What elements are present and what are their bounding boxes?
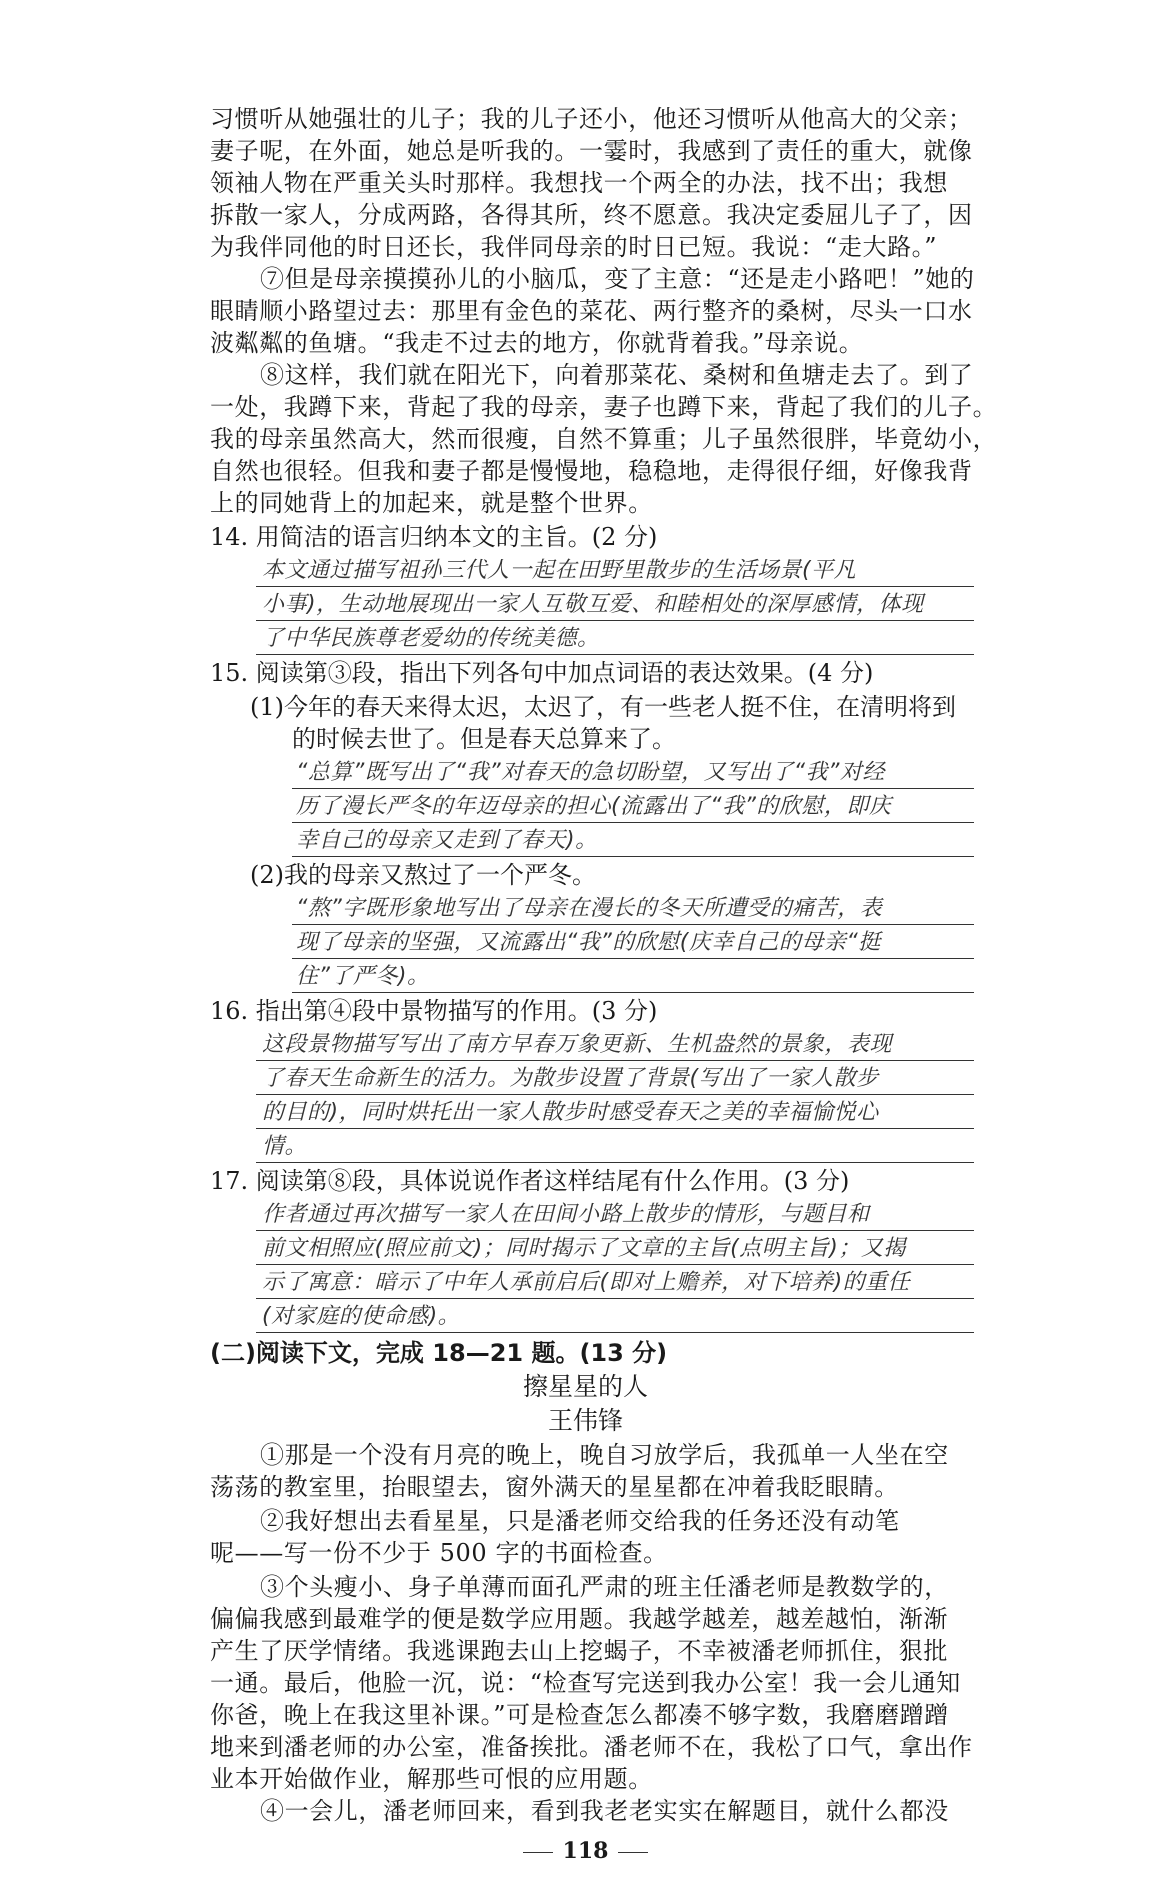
answer-line: 示了寓意：暗示了中年人承前启后(即对上赡养，对下培养)的重任 (262, 1270, 911, 1295)
story-line: 呢——写一份不少于 500 字的书面检查。 (210, 1539, 668, 1567)
answer-rule (256, 1094, 974, 1095)
answer-line: 住”了严冬)。 (296, 964, 430, 989)
story-line: 一通。最后，他脸一沉，说：“检查写完送到我办公室！我一会儿通知 (210, 1669, 961, 1697)
answer-line: 情。 (262, 1134, 308, 1159)
story-line: ②我好想出去看星星，只是潘老师交给我的任务还没有动笔 (260, 1507, 900, 1535)
story-line: 产生了厌学情绪。我逃课跑去山上挖蝎子，不幸被潘老师抓住，狠批 (210, 1637, 948, 1665)
story-line: 偏偏我感到最难学的便是数学应用题。我越学越差，越差越怕，渐渐 (210, 1605, 948, 1633)
answer-line: 的目的)，同时烘托出一家人散步时感受春天之美的幸福愉悦心 (262, 1100, 879, 1125)
page-number (0, 1838, 1171, 1864)
answer-line: “总算”既写出了“我”对春天的急切盼望，又写出了“我”对经 (296, 760, 885, 785)
story-title: 擦星星的人 (522, 1372, 648, 1401)
passage-line: 波粼粼的鱼塘。“我走不过去的地方，你就背着我。”母亲说。 (210, 329, 864, 357)
passage-line: 拆散一家人，分成两路，各得其所，终不愿意。我决定委屈儿子了，因 (210, 201, 973, 229)
answer-line: 现了母亲的坚强，又流露出“我”的欣慰(庆幸自己的母亲“挺 (296, 930, 881, 955)
answer-rule (256, 1162, 974, 1163)
section-heading: (二)阅读下文，完成 18—21 题。(13 分) (210, 1339, 668, 1367)
answer-rule (256, 620, 974, 621)
story-line: ④一会儿，潘老师回来，看到我老老实实在解题目，就什么都没 (260, 1797, 949, 1825)
passage-line: 眼睛顺小路望过去：那里有金色的菜花、两行整齐的桑树，尽头一口水 (210, 297, 973, 325)
passage-line: ⑧这样，我们就在阳光下，向着那菜花、桑树和鱼塘走去了。到了 (260, 361, 974, 389)
passage-line: 自然也很轻。但我和妻子都是慢慢地，稳稳地，走得很仔细，好像我背 (210, 457, 973, 485)
question-14: 14. 用简洁的语言归纳本文的主旨。(2 分) (210, 523, 658, 551)
page-number-dash (523, 1852, 553, 1853)
question-16: 16. 指出第④段中景物描写的作用。(3 分) (210, 997, 658, 1025)
answer-rule (292, 788, 974, 789)
passage-line: 我的母亲虽然高大，然而很瘦，自然不算重；儿子虽然很胖，毕竟幼小， (210, 425, 998, 453)
answer-rule (292, 924, 974, 925)
answer-rule (256, 1264, 974, 1265)
story-line: 地来到潘老师的办公室，准备挨批。潘老师不在，我松了口气，拿出作 (210, 1733, 973, 1761)
passage-line: 习惯听从她强壮的儿子；我的儿子还小，他还习惯听从他高大的父亲； (210, 105, 973, 133)
story-author: 王伟锋 (547, 1406, 623, 1435)
story-line: ③个头瘦小、身子单薄而面孔严肃的班主任潘老师是教数学的， (260, 1573, 949, 1601)
answer-line: 这段景物描写写出了南方早春万象更新、生机盎然的景象，表现 (262, 1032, 893, 1057)
answer-rule (256, 1230, 974, 1231)
page-number-dash (618, 1852, 648, 1853)
question-15-sub2: (2)我的母亲又熬过了一个严冬。 (250, 861, 596, 889)
question-15-sub1: 的时候去世了。但是春天总算来了。 (292, 725, 676, 753)
answer-rule (256, 1298, 974, 1299)
question-15: 15. 阅读第③段，指出下列各句中加点词语的表达效果。(4 分) (210, 659, 874, 687)
answer-line: 前文相照应(照应前文)；同时揭示了文章的主旨(点明主旨)；又揭 (262, 1236, 906, 1261)
answer-line: 了中华民族尊老爱幼的传统美德。 (262, 626, 600, 651)
page-number-text: 118 (562, 1838, 609, 1864)
question-15-sub1: (1)今年的春天来得太迟，太迟了，有一些老人挺不住，在清明将到 (250, 693, 956, 721)
answer-rule (256, 586, 974, 587)
story-line: 业本开始做作业，解那些可恨的应用题。 (210, 1765, 653, 1793)
question-17: 17. 阅读第⑧段，具体说说作者这样结尾有什么作用。(3 分) (210, 1167, 850, 1195)
answer-rule (256, 654, 974, 655)
answer-line: 作者通过再次描写一家人在田间小路上散步的情形，与题目和 (262, 1202, 870, 1227)
passage-line: ⑦但是母亲摸摸孙儿的小脑瓜，变了主意：“还是走小路吧！”她的 (260, 265, 975, 293)
passage-line: 妻子呢，在外面，她总是听我的。一霎时，我感到了责任的重大，就像 (210, 137, 973, 165)
answer-line: 小事)，生动地展现出一家人互敬互爱、和睦相处的深厚感情，体现 (262, 592, 924, 617)
answer-rule (292, 856, 974, 857)
answer-rule (256, 1332, 974, 1333)
story-line: ①那是一个没有月亮的晚上，晚自习放学后，我孤单一人坐在空 (260, 1441, 949, 1469)
answer-line: “熬”字既形象地写出了母亲在漫长的冬天所遭受的痛苦，表 (296, 896, 883, 921)
passage-line: 上的同她背上的加起来，就是整个世界。 (210, 489, 653, 517)
answer-line: (对家庭的使命感)。 (262, 1304, 461, 1329)
answer-rule (256, 1060, 974, 1061)
answer-rule (292, 958, 974, 959)
passage-line: 领袖人物在严重关头时那样。我想找一个两全的办法，找不出；我想 (210, 169, 948, 197)
answer-line: 幸自己的母亲又走到了春天)。 (296, 828, 598, 853)
story-line: 你爸，晚上在我这里补课。”可是检查怎么都凑不够字数，我磨磨蹭蹭 (210, 1701, 949, 1729)
story-line: 荡荡的教室里，抬眼望去，窗外满天的星星都在冲着我眨眼睛。 (210, 1473, 899, 1501)
answer-rule (292, 992, 974, 993)
answer-rule (292, 822, 974, 823)
answer-line: 了春天生命新生的活力。为散步设置了背景(写出了一家人散步 (262, 1066, 879, 1091)
answer-line: 历了漫长严冬的年迈母亲的担心(流露出了“我”的欣慰，即庆 (296, 794, 892, 819)
answer-rule (256, 1128, 974, 1129)
passage-line: 一处，我蹲下来，背起了我的母亲，妻子也蹲下来，背起了我们的儿子。 (210, 393, 998, 421)
answer-line: 本文通过描写祖孙三代人一起在田野里散步的生活场景(平凡 (262, 558, 857, 583)
passage-line: 为我伴同他的时日还长，我伴同母亲的时日已短。我说：“走大路。” (210, 233, 938, 261)
